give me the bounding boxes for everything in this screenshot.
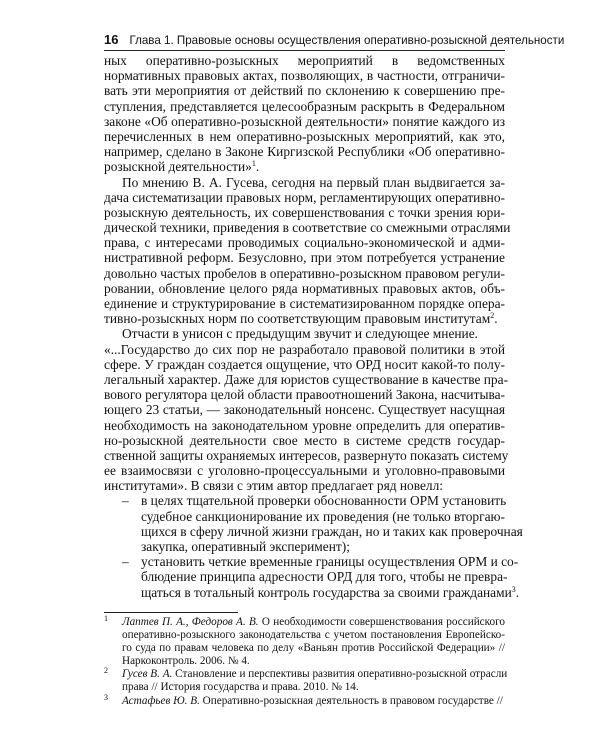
text-line: например, сделано в Законе Киргизской Республики «Об оперативно- bbox=[104, 144, 505, 160]
footnote bbox=[104, 692, 505, 708]
paragraph-start: По мнению В. А. Гусева, сегодня на первый план выдвигается за- bbox=[122, 174, 505, 190]
footnote-line: 2 Гусев В. А. Становление и перспективы развития оперативно-розыскной отрасли bbox=[104, 666, 508, 681]
text-line: единение и структурирование в систематизированном порядке опера- bbox=[104, 296, 505, 311]
text-line: нистративной реформ. Безусловно, при этом потребуется устранение bbox=[104, 250, 505, 266]
text-line: сфере. У граждан создается ощущение, что ОРД носит какой-то полу- bbox=[104, 356, 505, 372]
text-line: дача систематизации правовых норм, регламентирующих оперативно- bbox=[104, 189, 505, 205]
text-line: нормативных правовых актах, позволяющих, в частности, отграничи- bbox=[104, 68, 505, 84]
chapter-title: Глава 1. Правовые основы осуществления оперативно-розыскной деятельности bbox=[129, 34, 565, 47]
footnote-line: го суда по правам человека по делу «Ваньян против Российской Федерации» // bbox=[122, 642, 505, 655]
footnote-authors: Астафьев Ю. В. bbox=[122, 694, 200, 707]
text-line: довольно частых пробелов в оперативно-розыскном правовом регули- bbox=[104, 265, 505, 281]
footnote-text: Становление и перспективы развития оперативно-розыскной отрасли bbox=[175, 668, 508, 681]
footnote-line: права // История государства и права. 2010. № 14. bbox=[122, 681, 359, 694]
text-line: но-розыскной деятельности свое место в системе средств государ- bbox=[104, 432, 505, 448]
line-text: институтами». bbox=[104, 478, 188, 494]
list-dash: – bbox=[122, 554, 129, 570]
text-line: щаться в тотальный контроль государства за своими гражданами$^3$. bbox=[141, 584, 520, 600]
text-line: розыскную деятельность, их совершенствования с точки зрения юри- bbox=[104, 204, 505, 220]
list-item bbox=[104, 493, 505, 508]
list-item bbox=[104, 554, 519, 570]
text-line: дической техники, приведения в соответствие со смежными отраслями bbox=[104, 220, 511, 236]
page-number: 16 bbox=[104, 32, 119, 47]
line-text: В связи с этим автор предлагает ряд новелл: bbox=[190, 478, 444, 494]
running-header bbox=[104, 32, 565, 47]
footnote-authors: Лаптев П. А., Федоров А. В. bbox=[122, 616, 259, 628]
footnote-rule bbox=[104, 612, 238, 613]
footnote-authors: Гусев В. А. bbox=[122, 668, 173, 681]
text-line: «...Государство до сих пор не разработало правовой политики в этой bbox=[104, 341, 505, 357]
header-rule bbox=[104, 50, 505, 51]
text-line: необходимость на законодательном уровне определить для оператив- bbox=[104, 417, 505, 433]
text-line: розыскной деятельности»$^1$. bbox=[104, 159, 260, 175]
line-text: розыскной деятельности» bbox=[104, 159, 252, 175]
text-line: ровании, обновление целого ряда нормативных правовых актов, объ- bbox=[104, 280, 505, 296]
line-text: тивно-розыскных норм по соответствующим правовым институтам bbox=[104, 311, 491, 327]
text-line: ственной защиты охраняемых интересов, развернуто показать систему bbox=[104, 447, 509, 463]
list-dash: – bbox=[122, 493, 129, 509]
footnote-ref: 3 bbox=[511, 584, 516, 594]
text-line: легальный характер. Даже для юристов существование в качестве пра- bbox=[104, 371, 509, 387]
footnote-line: Наркоконтроль. 2006. № 4. bbox=[122, 655, 250, 668]
footnote-line: 1 Лаптев П. А., Федоров А. В. О необходимости совершенствования российского bbox=[104, 614, 506, 628]
text-line: ных оперативно-розыскных мероприятий в ведомственных bbox=[104, 53, 505, 68]
footnotes bbox=[104, 614, 508, 708]
text-line: тивно-розыскных норм по соответствующим правовым институтам$^2$. bbox=[104, 311, 498, 327]
footnote-line: оперативно-розыскного законодательства с учетом постановления Европейско- bbox=[122, 629, 505, 642]
text-line: вать эти мероприятия от действий по склонению к совершению пре- bbox=[104, 83, 505, 99]
text-line bbox=[104, 478, 505, 493]
text-line: права, с интересами проводимых социально-экономической и адми- bbox=[104, 235, 505, 251]
footnote-text: О необходимости совершенствования российского bbox=[261, 616, 506, 628]
text-line: законе «Об оперативно-розыскной деятельности» понятие каждого из bbox=[104, 113, 505, 129]
footnote-text: Оперативно-розыскная деятельность в правовом государстве // bbox=[202, 694, 503, 707]
text-line: ее взаимосвязи с уголовно-процессуальными и уголовно-правовыми bbox=[104, 463, 505, 479]
text-line: блюдение принципа адресности ОРД для того, чтобы не превра- bbox=[141, 569, 508, 585]
text-line: перечисленных в нем оперативно-розыскных мероприятий, как это, bbox=[104, 128, 505, 144]
footnote bbox=[104, 666, 508, 694]
list-item-text: в целях тщательной проверки обоснованности ОРМ установить bbox=[141, 493, 507, 509]
text-line: ступления, представляется целесообразным раскрыть в Федеральном bbox=[104, 98, 505, 114]
line-text: щаться в тотальный контроль государства за своими гражданами bbox=[141, 584, 512, 600]
footnote-ref: 2 bbox=[490, 311, 495, 321]
main-text bbox=[104, 53, 523, 600]
text-line: судебное санкционирование их проведения (не только вторгаю- bbox=[141, 508, 505, 524]
footnote-ref: 1 bbox=[251, 159, 256, 169]
text-line: ющего 23 статьи, — законодательный нонсенс. Существует насущная bbox=[104, 402, 505, 418]
footnote bbox=[104, 616, 505, 668]
text-line: щихся в сферу личной жизни граждан, но и таких как проверочная bbox=[141, 523, 523, 539]
text-line: закупка, оперативный эксперимент); bbox=[141, 539, 350, 554]
paragraph-start: Отчасти в унисон с предыдущим звучит и следующее мнение. bbox=[122, 326, 479, 342]
footnote-line: 3 Астафьев Ю. В. Оперативно-розыскная деятельность в правовом государстве // bbox=[104, 692, 503, 707]
list-item-text: установить четкие временные границы осуществления ОРМ и со- bbox=[141, 554, 519, 570]
text-line: вового регулятора целой области правоотношений Закона, насчитыва- bbox=[104, 387, 505, 403]
